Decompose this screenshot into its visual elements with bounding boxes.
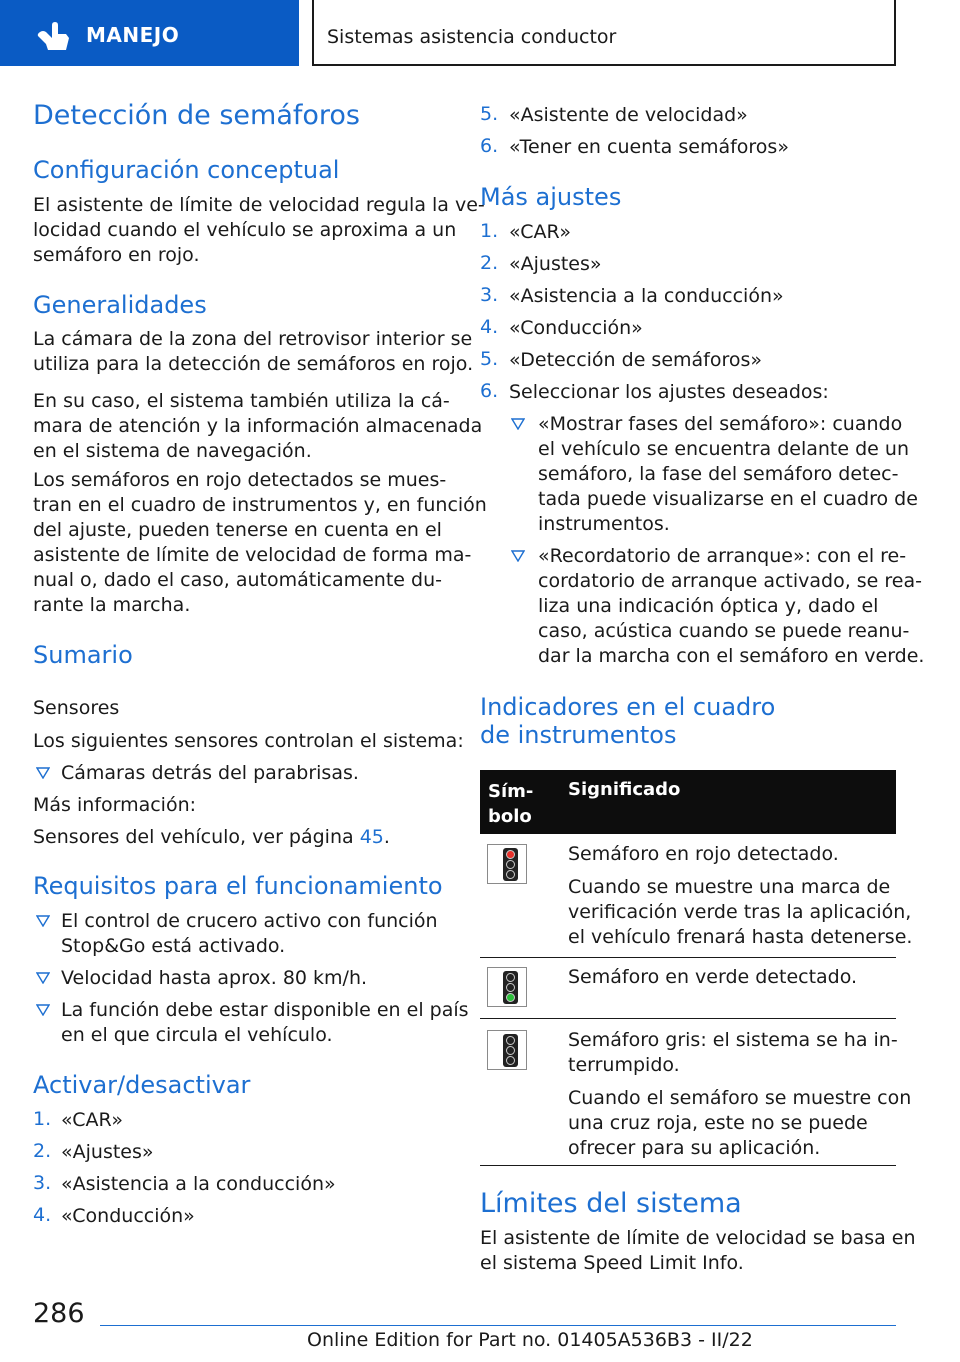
table-cell-text: verificación verde tras la aplicación,: [568, 901, 912, 923]
table-row-divider: [480, 1018, 896, 1019]
table-cell-text: ofrecer para su aplicación.: [568, 1137, 821, 1159]
reference-text: Sensores del vehículo, ver página: [33, 826, 360, 848]
section-heading-indicators: de instrumentos: [480, 721, 677, 749]
bullet-text: El control de crucero activo con función: [61, 910, 438, 932]
section-heading-concept: Configuración conceptual: [33, 156, 340, 184]
traffic-light-grey-icon: [487, 1030, 527, 1070]
table-cell-text: el vehículo frenará hasta detenerse.: [568, 926, 913, 948]
step-number: 5.: [480, 103, 499, 125]
bullet-triangle-icon: [36, 1004, 50, 1016]
paragraph-line: rante la marcha.: [33, 594, 191, 616]
step-number: 1.: [33, 1108, 52, 1130]
traffic-light-red-icon: [487, 844, 527, 884]
table-row-divider: [480, 957, 896, 958]
step-number: 4.: [33, 1204, 52, 1226]
paragraph-line: nual o, dado el caso, automáticamente du-: [33, 569, 442, 591]
step-number: 2.: [33, 1140, 52, 1162]
section-label: MANEJO: [86, 23, 180, 47]
section-tab[interactable]: [0, 0, 299, 66]
paragraph-line: en el sistema de navegación.: [33, 440, 312, 462]
table-cell-text: terrumpido.: [568, 1054, 680, 1076]
step-text: «Conducción»: [509, 317, 643, 339]
traffic-light-lamp: [506, 1046, 515, 1055]
paragraph-line: En su caso, el sistema también utiliza la cá-: [33, 390, 450, 412]
paragraph-line: locidad cuando el vehículo se aproxima a un: [33, 219, 457, 241]
sub-bullet-text: semáforo, la fase del semáforo detec-: [538, 463, 899, 485]
step-number: 2.: [480, 252, 499, 274]
section-heading-toggle: Activar/desactivar: [33, 1071, 251, 1099]
step-number: 1.: [480, 220, 499, 242]
step-text: «CAR»: [509, 221, 572, 243]
table-cell-text: Semáforo en verde detectado.: [568, 966, 858, 988]
sub-bullet-text: «Mostrar fases del semáforo»: cuando: [538, 413, 903, 435]
subheading-sensors: Sensores: [33, 697, 120, 719]
step-text: «Conducción»: [61, 1205, 195, 1227]
paragraph-line: La cámara de la zona del retrovisor interior se: [33, 328, 473, 350]
header-divider: [312, 0, 314, 66]
sub-bullet-text: «Recordatorio de arranque»: con el re-: [538, 545, 907, 567]
paragraph-line: el sistema Speed Limit Info.: [480, 1252, 744, 1274]
paragraph-line: Más información:: [33, 794, 197, 816]
traffic-light-housing: [503, 1034, 518, 1067]
traffic-light-lamp: [506, 993, 515, 1002]
step-number: 6.: [480, 380, 499, 402]
traffic-light-lamp: [506, 870, 515, 879]
paragraph-line: utiliza para la detección de semáforos en rojo.: [33, 353, 474, 375]
section-heading-general: Generalidades: [33, 291, 207, 319]
step-text: «Detección de semáforos»: [509, 349, 763, 371]
paragraph-line: Los semáforos en rojo detectados se mues-: [33, 469, 447, 491]
table-cell-text: una cruz roja, este no se puede: [568, 1112, 868, 1134]
sub-bullet-text: caso, acústica cuando se puede reanu-: [538, 620, 910, 642]
table-cell-text: Semáforo en rojo detectado.: [568, 843, 839, 865]
bullet-text: Cámaras detrás del parabrisas.: [61, 762, 359, 784]
bullet-triangle-icon: [511, 418, 525, 430]
step-text: «CAR»: [61, 1109, 124, 1131]
reference-end: .: [383, 826, 390, 848]
bullet-text: Velocidad hasta aprox. 80 km/h.: [61, 967, 368, 989]
chapter-title: Sistemas asistencia conductor: [327, 26, 617, 48]
traffic-light-housing: [503, 848, 518, 881]
sub-bullet-text: tada puede visualizarse en el cuadro de: [538, 488, 918, 510]
traffic-light-lamp: [506, 1056, 515, 1065]
bullet-triangle-icon: [36, 915, 50, 927]
paragraph-line: asistente de límite de velocidad de forma ma-: [33, 544, 472, 566]
paragraph-line: mara de atención y la información almacenada: [33, 415, 483, 437]
table-cell-text: Cuando el semáforo se muestre con: [568, 1087, 912, 1109]
section-heading-more: Más ajustes: [480, 183, 622, 211]
traffic-light-lamp: [506, 983, 515, 992]
paragraph-line: tran en el cuadro de instrumentos y, en función: [33, 494, 487, 516]
step-text: «Asistencia a la conducción»: [61, 1173, 336, 1195]
sub-bullet-text: liza una indicación óptica y, dado el: [538, 595, 879, 617]
table-cell-text: Cuando se muestre una marca de: [568, 876, 891, 898]
footer-divider: [100, 1325, 896, 1326]
bullet-triangle-icon: [36, 972, 50, 984]
table-cell-text: Semáforo gris: el sistema se ha in-: [568, 1029, 898, 1051]
section-heading-limits: Límites del sistema: [480, 1188, 742, 1219]
bullet-triangle-icon: [511, 550, 525, 562]
step-number: 4.: [480, 316, 499, 338]
step-text: «Ajustes»: [509, 253, 602, 275]
page-link[interactable]: 45: [359, 826, 384, 848]
page-reference: [33, 825, 390, 850]
page-number: 286: [33, 1298, 85, 1329]
chapter-header: [312, 0, 896, 66]
traffic-light-lamp: [506, 860, 515, 869]
step-number: 6.: [480, 135, 499, 157]
traffic-light-lamp: [506, 1036, 515, 1045]
column-header-symbol: Sím- bolo: [488, 781, 534, 827]
section-heading-indicators: Indicadores en el cuadro: [480, 693, 776, 721]
edition-text: Online Edition for Part no. 01405A536B3 - II/22: [307, 1329, 753, 1351]
sub-bullet-text: el vehículo se encuentra delante de un: [538, 438, 909, 460]
sub-bullet-text: cordatorio de arranque activado, se rea-: [538, 570, 922, 592]
bullet-text: La función debe estar disponible en el país: [61, 999, 469, 1021]
column-header-meaning: Significado: [568, 779, 681, 800]
traffic-light-green-icon: [487, 967, 527, 1007]
paragraph-line: El asistente de límite de velocidad se basa en: [480, 1227, 916, 1249]
step-text: Seleccionar los ajustes deseados:: [509, 381, 829, 403]
traffic-light-lamp: [506, 973, 515, 982]
traffic-light-housing: [503, 971, 518, 1004]
paragraph-line: Los siguientes sensores controlan el sistema:: [33, 730, 464, 752]
bullet-text: Stop&Go está activado.: [61, 935, 286, 957]
step-number: 3.: [480, 284, 499, 306]
page-title: Detección de semáforos: [33, 100, 360, 131]
paragraph-line: semáforo en rojo.: [33, 244, 200, 266]
hand-pointer-icon: [36, 22, 72, 52]
sub-bullet-text: instrumentos.: [538, 513, 670, 535]
step-number: 5.: [480, 348, 499, 370]
step-text: «Ajustes»: [61, 1141, 154, 1163]
step-text: «Tener en cuenta semáforos»: [509, 136, 789, 158]
step-text: «Asistente de velocidad»: [509, 104, 748, 126]
section-heading-requirements: Requisitos para el funcionamiento: [33, 872, 443, 900]
bullet-text: en el que circula el vehículo.: [61, 1024, 333, 1046]
sub-bullet-text: dar la marcha con el semáforo en verde.: [538, 645, 925, 667]
paragraph-line: El asistente de límite de velocidad regula la ve-: [33, 194, 485, 216]
traffic-light-lamp: [506, 850, 515, 859]
paragraph-line: del ajuste, pueden tenerse en cuenta en el: [33, 519, 442, 541]
table-row-divider: [480, 1165, 896, 1166]
table-header: [480, 770, 896, 834]
step-text: «Asistencia a la conducción»: [509, 285, 784, 307]
step-number: 3.: [33, 1172, 52, 1194]
section-heading-summary: Sumario: [33, 641, 133, 669]
bullet-triangle-icon: [36, 767, 50, 779]
